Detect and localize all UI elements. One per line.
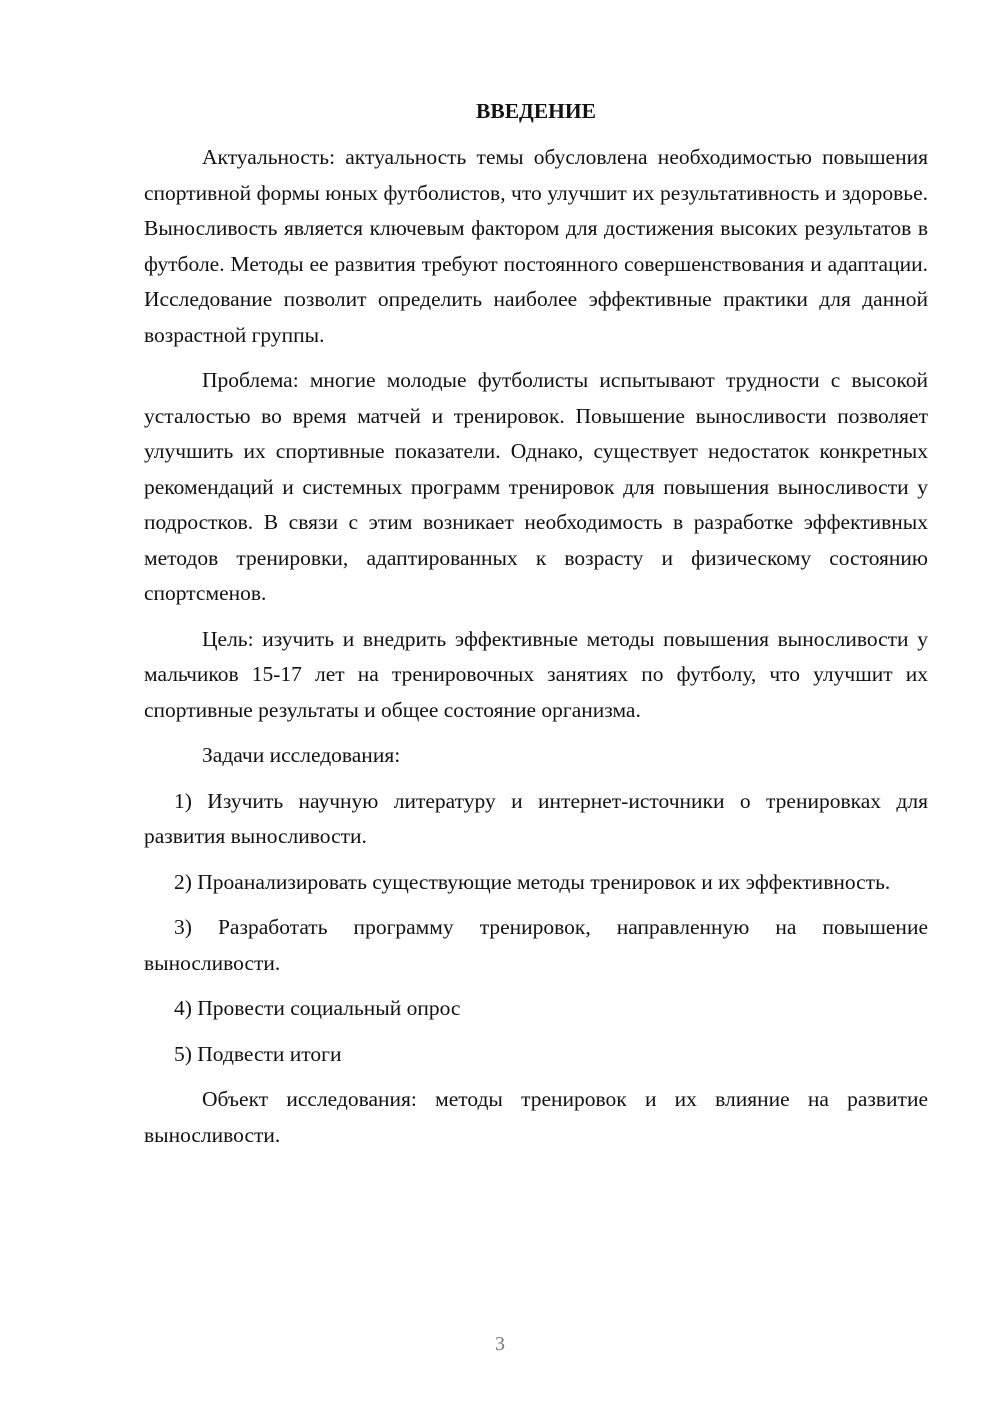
goal-paragraph: Цель: изучить и внедрить эффективные методы повышения выносливости у мальчиков 15-17 лет на тренировочных занятиях по футболу, что улучшит их спортивные результаты и общее состояние организма. xyxy=(144,626,928,722)
relevance-paragraph: Актуальность: актуальность темы обусловлена необходимостью повышения спортивной формы юных футболистов, что улучшит их результативность и здоровье. Выносливость является ключевым фактором для достижения высоких результатов в футболе. Методы ее развития требуют постоянного совершенствования и адаптации. Исследование позволит определить наиболее эффективные практики для данной возрастной группы. xyxy=(144,145,928,347)
object-paragraph: Объект исследования: методы тренировок и их влияние на развитие выносливости. xyxy=(144,1087,928,1147)
task-item: 5) Подвести итоги xyxy=(174,1041,342,1066)
tasks-heading: Задачи исследования: xyxy=(202,743,401,767)
problem-paragraph: Проблема: многие молодые футболисты испытывают трудности с высокой усталостью во время матчей и тренировок. Повышение выносливости позволяет улучшить их спортивные показатели. Однако, существует недостаток конкретных рекомендаций и системных программ тренировок для повышения выносливости у подростков. В связи с этим возникает необходимость в разработке эффективных методов тренировки, адаптированных к возрасту и физическому состоянию спортсменов. xyxy=(144,368,928,605)
task-item: 4) Провести социальный опрос xyxy=(174,996,461,1020)
page-title: ВВЕДЕНИЕ xyxy=(476,99,596,123)
page-number: 3 xyxy=(495,1333,505,1355)
task-item: 1) Изучить научную литературу и интернет-источники о тренировках для развития выносливости. xyxy=(144,788,928,848)
task-item: 2) Проанализировать существующие методы тренировок и их эффективность. xyxy=(174,869,891,894)
task-item: 3) Разработать программу тренировок, направленную на повышение выносливости. xyxy=(144,915,928,975)
tasks-list xyxy=(144,784,928,1073)
document-page xyxy=(144,92,928,1153)
